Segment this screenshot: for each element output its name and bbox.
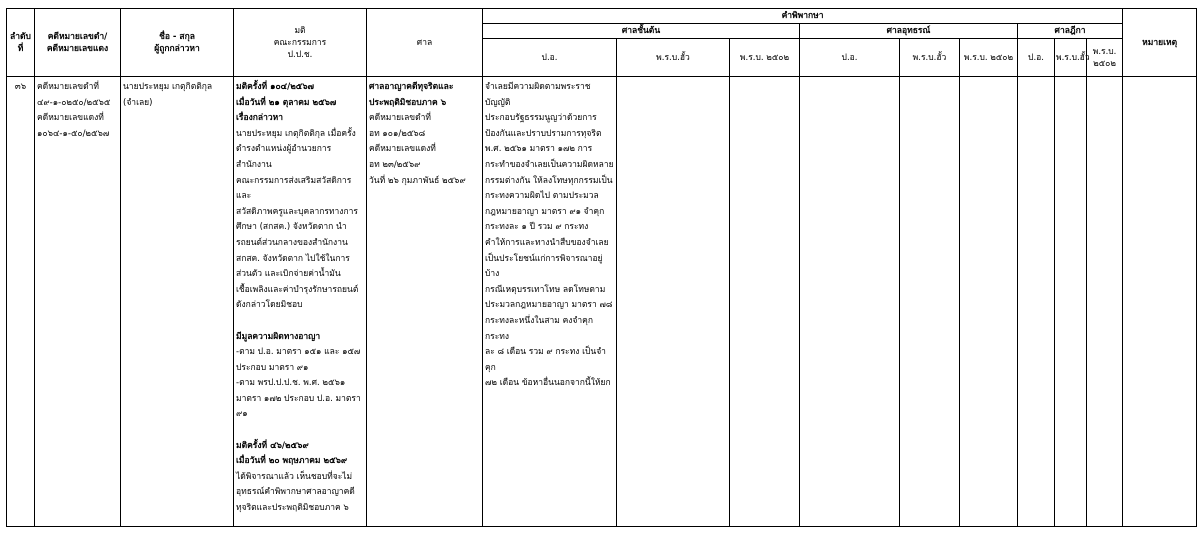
header-first-prb-2502: พ.ร.บ. ๒๕๐๒ — [730, 39, 800, 77]
cell-first-instance-prb-2502 — [730, 77, 800, 527]
cell-name: นายประหยุม เกตุกิตติกุล (จำเลย) — [121, 77, 234, 527]
header-no: ลำดับ ที่ — [7, 9, 35, 77]
cell-first-instance-po: จำเลยมีความผิดตามพระราชบัญญัติ ประกอบรัฐธรรมนูญว่าด้วยการ ป้องกันและปราบปรามการทุจริต พ.ศ. ๒๕๖๑ มาตรา ๑๗๒ การ กระทำของจำเลยเป็นความผิดหลาย กรรมต่างกัน ให้ลงโทษทุกกรรมเป็น กระทงความผิดไป ตามประมวล กฎหมายอาญา มาตรา ๙๑ จำคุก กระทงละ ๑ ปี รวม ๙ กระทง คำให้การและทางนำสืบของจำเลย เป็นประโยชน์แก่การพิจารณาอยู่บ้าง กรณีเหตุบรรเทาโทษ ลดโทษตาม ประมวลกฎหมายอาญา มาตรา ๗๘ กระทงละหนึ่งในสาม คงจำคุกกระทง ละ ๘ เดือน รวม ๙ กระทง เป็นจำคุก ๗๒ เดือน ข้อหาอื่นนอกจากนี้ให้ยก — [483, 77, 617, 527]
header-note: หมายเหตุ — [1123, 9, 1197, 77]
cell-resolution: มติครั้งที่ ๑๐๔/๒๕๖๗ เมื่อวันที่ ๒๑ ตุลาคม ๒๕๖๗ เรื่องกล่าวหา นายประหยุม เกตุกิตติกุล เมื่อครั้ง ดำรงตำแหน่งผู้อำนวยการสำนักงาน คณะกรรมการส่งเสริมสวัสดิการและ สวัสดิภาพครูและบุคลากรทางการ ศึกษา (สกสค.) จังหวัดตาก นำ รถยนต์ส่วนกลางของสำนักงาน สกสค. จังหวัดตาก ไปใช้ในการ ส่วนตัว และเบิกจ่ายค่าน้ำมัน เชื้อเพลิงและค่าบำรุงรักษารถยนต์ ดังกล่าวโดยมิชอบ มีมูลความผิดทางอาญา -ตาม ป.อ. มาตรา ๑๕๑ และ ๑๕๗ ประกอบ มาตรา ๙๑ -ตาม พรป.ป.ป.ช. พ.ศ. ๒๕๖๑ มาตรา ๑๗๒ ประกอบ ป.อ. มาตรา ๙๑ มติครั้งที่ ๔๖/๒๕๖๙ เมื่อวันที่ ๒๐ พฤษภาคม ๒๕๖๙ ได้พิจารณาแล้ว เห็นชอบที่จะไม่ อุทธรณ์คำพิพากษาศาลอาญาคดี ทุจริตและประพฤติมิชอบภาค ๖ — [234, 77, 367, 527]
header-supreme: ศาลฎีกา — [1018, 24, 1123, 39]
cell-first-instance-prb-old — [617, 77, 730, 527]
judgment-table-page — [6, 8, 1197, 527]
header-appeal-prb-old: พ.ร.บ.ฮั้ว — [900, 39, 960, 77]
header-first-instance: ศาลชั้นต้น — [483, 24, 800, 39]
table-row — [7, 77, 1197, 527]
header-supreme-po: ป.อ. — [1018, 39, 1055, 77]
judgment-table — [6, 8, 1197, 527]
cell-appeal-po — [800, 77, 900, 527]
cell-supreme-prb-2502 — [1087, 77, 1123, 527]
header-name: ชื่อ - สกุล ผู้ถูกกล่าวหา — [121, 9, 234, 77]
header-appeal-po: ป.อ. — [800, 39, 900, 77]
header-first-po: ป.อ. — [483, 39, 617, 77]
header-resolution: มติ คณะกรรมการ ป.ป.ช. — [234, 9, 367, 77]
header-appeal-prb-2502: พ.ร.บ. ๒๕๐๒ — [960, 39, 1018, 77]
header-supreme-prb-2502: พ.ร.บ. ๒๕๐๒ — [1087, 39, 1123, 77]
header-supreme-prb-old: พ.ร.บ.ฮั้ว — [1055, 39, 1087, 77]
header-case-no: คดีหมายเลขดำ/ คดีหมายเลขแดง — [35, 9, 121, 77]
cell-appeal-prb-old — [900, 77, 960, 527]
cell-appeal-prb-2502 — [960, 77, 1018, 527]
cell-court: ศาลอาญาคดีทุจริตและ ประพฤติมิชอบภาค ๖ คดีหมายเลขดำที่ อท ๑๐๑/๒๕๖๘ คดีหมายเลขแดงที่ อท ๒๓/๒๕๖๙ วันที่ ๒๖ กุมภาพันธ์ ๒๕๖๙ — [367, 77, 483, 527]
header-first-prb-old: พ.ร.บ.ฮั้ว — [617, 39, 730, 77]
cell-supreme-po — [1018, 77, 1055, 527]
cell-no: ๓๖ — [7, 77, 35, 527]
header-judgment: คำพิพากษา — [483, 9, 1123, 24]
cell-note — [1123, 77, 1197, 527]
cell-case-no: คดีหมายเลขดำที่ ๔๙-๑-๐๒๕๐/๒๕๖๕ คดีหมายเลขแดงที่ ๑๐๖๔-๑-๕๐/๒๕๖๗ — [35, 77, 121, 527]
header-court: ศาล — [367, 9, 483, 77]
header-appeal: ศาลอุทธรณ์ — [800, 24, 1018, 39]
cell-supreme-prb-old — [1055, 77, 1087, 527]
